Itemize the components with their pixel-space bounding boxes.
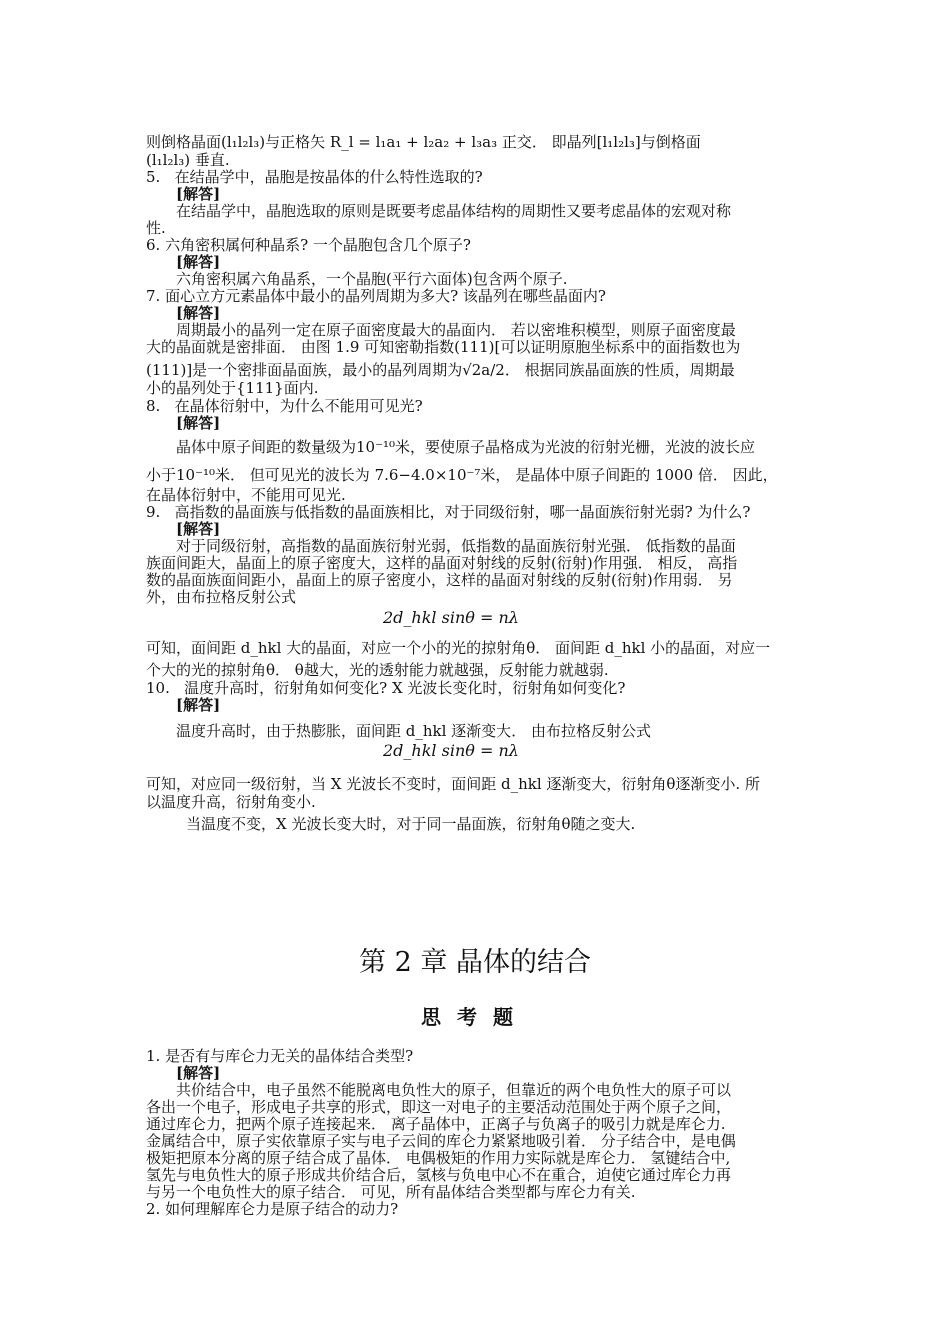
answer-label: [解答] <box>176 304 221 322</box>
question-9: 9. 高指数的晶面族与低指数的晶面族相比，对于同级衍射，哪一晶面族衍射光弱? 为什么? <box>146 503 751 521</box>
text-line: 极矩把原本分离的原子结合成了晶体． 电偶极矩的作用力实际就是库仑力． 氢键结合中, <box>146 1149 731 1167</box>
text-line: 当温度不变，X 光波长变大时，对于同一晶面族，衍射角θ随之变大. <box>186 815 636 833</box>
answer-label: [解答] <box>176 414 221 432</box>
text-line: 性. <box>146 219 166 237</box>
text-line: (111)]是一个密排面晶面族，最小的晶列周期为√2a/2． 根据同族晶面族的性质，周期最 <box>146 361 735 379</box>
answer-label: [解答] <box>176 1064 221 1082</box>
answer-label: [解答] <box>176 253 221 271</box>
text-line: 晶体中原子间距的数量级为10⁻¹⁰米，要使原子晶格成为光波的衍射光栅，光波的波长应 <box>176 438 756 456</box>
text-line: 氢先与电负性大的原子形成共价结合后，氢核与负电中心不在重合，迫使它通过库仑力再 <box>146 1166 732 1184</box>
question-2: 2. 如何理解库仑力是原子结合的动力? <box>146 1200 399 1218</box>
answer-label: [解答] <box>176 696 221 714</box>
question-8: 8. 在晶体衍射中，为什么不能用可见光? <box>146 397 423 415</box>
text-line: 六角密积属六角晶系，一个晶胞(平行六面体)包含两个原子. <box>176 270 568 288</box>
bragg-formula: 2d_hkl sinθ = nλ <box>383 608 519 627</box>
text-line: 外，由布拉格反射公式 <box>146 588 297 606</box>
question-1: 1. 是否有与库仑力无关的晶体结合类型? <box>146 1047 414 1065</box>
text-line: 通过库仑力，把两个原子连接起来． 离子晶体中，正离子与负离子的吸引力就是库仑力. <box>146 1115 726 1133</box>
text-line: 对于同级衍射，高指数的晶面族衍射光弱，低指数的晶面族衍射光强． 低指数的晶面 <box>176 537 736 555</box>
bragg-formula: 2d_hkl sinθ = nλ <box>383 741 519 760</box>
question-5: 5. 在结晶学中，晶胞是按晶体的什么特性选取的? <box>146 168 483 186</box>
chapter-title: 第 2 章 晶体的结合 <box>359 947 591 978</box>
question-7: 7. 面心立方元素晶体中最小的晶列周期为多大? 该晶列在哪些晶面内? <box>146 287 606 305</box>
answer-label: [解答] <box>176 520 221 538</box>
text-line: 与另一个电负性大的原子结合． 可见，所有晶体结合类型都与库仑力有关. <box>146 1183 636 1201</box>
question-10: 10. 温度升高时，衍射角如何变化? X 光波长变化时，衍射角如何变化? <box>146 679 626 697</box>
text-line: 金属结合中，原子实依靠原子实与电子云间的库仑力紧紧地吸引着． 分子结合中，是电偶 <box>146 1132 736 1150</box>
text-line: 温度升高时，由于热膨胀，面间距 d_hkl 逐渐变大． 由布拉格反射公式 <box>176 722 651 740</box>
text-line: 则倒格晶面(l₁l₂l₃)与正格矢 R_l = l₁a₁ + l₂a₂ + l₃a₃ 正交． 即晶列[l₁l₂l₃]与倒格面 <box>146 133 701 151</box>
text-line: 可知，面间距 d_hkl 大的晶面，对应一个小的光的掠射角θ． 面间距 d_hkl 小的晶面，对应一 <box>146 639 771 657</box>
text-line: 数的晶面族面间距小，晶面上的原子密度小，这样的晶面对射线的反射(衍射)作用弱． 另 <box>146 571 733 589</box>
text-line: 小于10⁻¹⁰米． 但可见光的波长为 7.6−4.0×10⁻⁷米， 是晶体中原子间距的 1000 倍． 因此， <box>146 466 778 484</box>
text-line: 个大的光的掠射角θ． θ越大，光的透射能力就越强，反射能力就越弱. <box>146 661 609 679</box>
text-line: 在晶体衍射中，不能用可见光. <box>146 486 346 504</box>
text-line: 在结晶学中，晶胞选取的原则是既要考虑晶体结构的周期性又要考虑晶体的宏观对称 <box>176 202 732 220</box>
question-6: 6. 六角密积属何种晶系? 一个晶胞包含几个原子? <box>146 236 471 254</box>
text-line: 大的晶面就是密排面． 由图 1.9 可知密勒指数(111)[可以证明原胞坐标系中的面指数也为 <box>146 338 741 356</box>
text-line: (l₁l₂l₃) 垂直. <box>146 151 230 169</box>
text-line: 各出一个电子，形成电子共享的形式，即这一对电子的主要活动范围处于两个原子之间， <box>146 1098 732 1116</box>
text-line: 小的晶列处于{111}面内. <box>146 379 319 397</box>
text-line: 可知，对应同一级衍射，当 X 光波长不变时，面间距 d_hkl 逐渐变大，衍射角θ逐渐变小. 所 <box>146 775 760 793</box>
text-line: 周期最小的晶列一定在原子面密度最大的晶面内． 若以密堆积模型，则原子面密度最 <box>176 321 736 339</box>
answer-label: [解答] <box>176 185 221 203</box>
text-line: 族面间距大，晶面上的原子密度大，这样的晶面对射线的反射(衍射)作用强． 相反， 高指 <box>146 554 738 572</box>
section-title: 思考题 <box>421 1005 529 1029</box>
text-line: 共价结合中，电子虽然不能脱离电负性大的原子，但靠近的两个电负性大的原子可以 <box>176 1081 732 1099</box>
text-line: 以温度升高，衍射角变小. <box>146 793 316 811</box>
